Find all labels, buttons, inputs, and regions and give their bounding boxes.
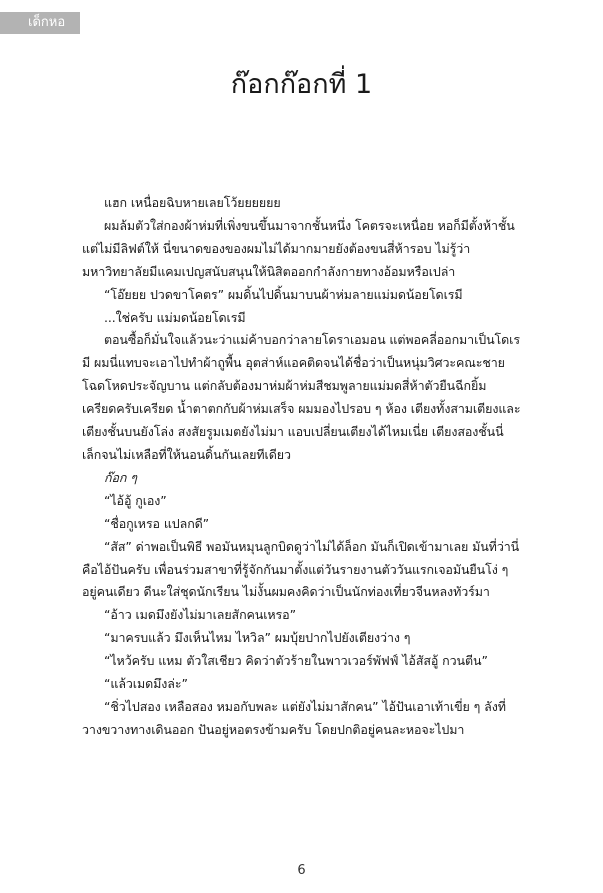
chapter-title: ก๊อกก๊อกที่ 1 [230, 69, 373, 100]
page-number: 6 [297, 863, 306, 878]
body-text [82, 192, 522, 742]
paragraph: “อ้าว เมดมึงยังไม่มาเลยสักคนเหรอ” [104, 607, 296, 623]
running-header-badge: เด็กหอ [0, 12, 80, 34]
paragraph: “ไอ้อู้ กูเอง” [104, 492, 167, 508]
paragraph: “ไหว้ครับ แหม ตัวใสเชียว คิดว่าตัวร้ายในพาวเวอร์พัฟฟ์ ไอ้สัสอู้ กวนตีน” [104, 653, 488, 669]
paragraph: ตอนซื้อก็มั่นใจแล้วนะว่าแม่ค้าบอกว่าลายโดราเอมอน แต่พอคลี่ออกมาเป็นโดเรมี ผมนี่แทบจะเอาไปทำผ้าถูพื้น อุตส่าห์แอคติดจนได้ชื่อว่าเป็นหนุ่มวิศวะคณะชายโฉดโหดประจัญบาน แต่กลับต้องมาห่มผ้าห่มสีชมพูลายแม่มดสี่ห้าตัวยืนฉีกยิ้ม เครียดครับเครียด น้ำตาตกกับผ้าห่มเสร็จ ผมมองไปรอบ ๆ ห้อง เตียงทั้งสามเตียงและเตียงชั้นบนยังโล่ง สงสัยรูมเมตยังไม่มา แอบเปลี่ยนเตียงได้ไหมเนี่ย เตียงสองชั้นนี่เล็กจนไม่เหลือที่ให้นอนดิ้นกันเลยทีเดียว [82, 332, 521, 462]
sound-effect: ก๊อก ๆ [104, 469, 137, 485]
paragraph: “ชื่อกูเหรอ แปลกดี” [104, 515, 210, 531]
paragraph: ...ใช่ครับ แม่มดน้อยโดเรมี [104, 309, 246, 325]
paragraph: แฮก เหนื่อยฉิบหายเลยโว้ยยยยยย [104, 195, 281, 210]
paragraph: “ชิ่วไปสอง เหลือสอง หมอกับพละ แต่ยังไม่มาสักคน” ไอ้ปันเอาเท้าเขี่ย ๆ ลังที่วางขวางทางเดินออก ปันอยู่หอตรงข้ามครับ โดยปกติอยู่คนละหอจะไปมา [82, 698, 506, 737]
paragraph: “มาครบแล้ว มึงเห็นไหม ไหวิล” ผมบุ้ยปากไปยังเตียงว่าง ๆ [104, 630, 411, 646]
paragraph: “สัส” ด่าพอเป็นพิธี พอมันหมุนลูกบิดดูว่าไม่ได้ล็อก มันก็เปิดเข้ามาเลย มันที่ว่านี่คือไอ้ปันครับ เพื่อนร่วมสาขาที่รู้จักกันมาตั้งแต่วันรายงานตัววันแรกเจอมันยืนโง่ ๆ อยู่คนเดียว ดีนะใส่ชุดนักเรียน ไม่งั้นผมคงคิดว่าเป็นนักท่องเที่ยวจีนหลงทัวร์มา [82, 538, 520, 600]
paragraph: ผมล้มตัวใส่กองผ้าห่มที่เพิ่งขนขึ้นมาจากชั้นหนึ่ง โคตรจะเหนื่อย หอก็มีตั้งห้าชั้นแต่ไม่มีลิฟต์ให้ นี่ขนาดของของผมไม่ได้มากมายยังต้องขนสี่ห้ารอบ ไม่รู้ว่ามหาวิทยาลัยมีแคมเปญสนับสนุนให้นิสิตออกกำลังกายทางอ้อมหรือเปล่า [82, 217, 515, 279]
paragraph: “แล้วเมดมึงล่ะ” [104, 676, 188, 692]
paragraph: “โอ๊ยยย ปวดขาโคตร” ผมดิ้นไปดิ้นมาบนผ้าห่มลายแม่มดน้อยโดเรมี [104, 286, 463, 302]
